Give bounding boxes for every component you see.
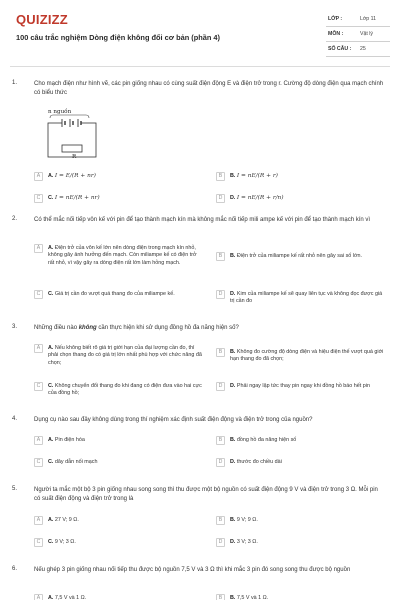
question-number: 1. — [12, 80, 18, 86]
option-letter-box: B — [216, 594, 225, 600]
question-5 — [0, 486, 400, 556]
option-letter-box: B — [216, 436, 225, 445]
option-letter-box: A — [34, 344, 43, 353]
option-text: đồng hồ đa năng hiện số — [236, 437, 297, 443]
option-key: B. — [230, 173, 236, 179]
option-text-wrap — [230, 437, 385, 444]
header-divider — [10, 66, 390, 67]
option-letter-box: C — [34, 458, 43, 467]
option-text-wrap — [48, 437, 203, 444]
option-letter-box: D — [216, 458, 225, 467]
question-number: 4. — [12, 416, 18, 422]
option-text-wrap — [230, 291, 385, 306]
option-text-wrap — [230, 517, 385, 524]
question-number: 6. — [12, 566, 18, 572]
option-key: D. — [230, 539, 236, 545]
option-letter-box: A — [34, 516, 43, 525]
question-3 — [0, 324, 400, 406]
option-letter-box: B — [216, 348, 225, 357]
option-key: B. — [230, 253, 236, 259]
option-text: I = nE/(R + r) — [236, 173, 278, 179]
option-text: Kim của miliampe kế sẽ quay liên tục và không đọc được giá trị cần đo — [230, 291, 383, 305]
meta-row-subject — [326, 27, 390, 42]
option-text: I = nE/(R + r/n) — [236, 195, 284, 201]
meta-table — [326, 12, 390, 57]
option-text: dây dẫn nối mạch — [54, 459, 98, 465]
option-text-wrap — [48, 517, 203, 524]
circuit-drawing — [46, 109, 116, 171]
option-letter-box: C — [34, 382, 43, 391]
question-list — [0, 74, 400, 600]
option-text: 7,5 V và 1 Ω. — [54, 595, 87, 600]
meta-row-count — [326, 42, 390, 57]
option-text: 9 V; 9 Ω. — [236, 517, 258, 523]
source-label: n nguồn — [48, 109, 72, 115]
resistor-label: R — [72, 154, 77, 160]
option-text: Nếu không biết rõ giá trị giới hạn của đại lượng cần đo, thì phải chọn thang đo có giá trị lớn nhất phù hợp với chức năng đã chọn; — [48, 345, 202, 366]
option-text: thước đo chiều dài — [236, 459, 282, 465]
option-text: 3 V; 3 Ω. — [236, 539, 258, 545]
option-text-wrap — [230, 539, 385, 546]
question-text: Nếu ghép 3 pin giống nhau nối tiếp thu được bộ nguồn 7,5 V và 3 Ω thì khi mắc 3 pin đó song song thu được bộ nguồn — [34, 567, 351, 573]
option-text: Phải ngay lập tức thay pin ngay khi đồng hồ báo hết pin — [236, 383, 370, 389]
meta-value: Lớp 11 — [360, 16, 376, 22]
question-number: 5. — [12, 486, 18, 492]
option-letter-box: B — [216, 516, 225, 525]
question-text — [34, 324, 384, 333]
option-key: C. — [48, 539, 54, 545]
option-key: A. — [48, 173, 54, 179]
option-text-wrap — [230, 173, 385, 180]
meta-row-grade — [326, 12, 390, 27]
option-text-wrap — [48, 595, 203, 600]
option-key: C. — [48, 195, 54, 201]
meta-label: SỐ CÂU : — [328, 46, 352, 52]
option-key: A. — [48, 245, 54, 251]
question-text: Cho mạch điện như hình vẽ, các pin giống nhau có cùng suất điện động E và điện trở trong r. Cường độ dòng điện qua mạch chính có biểu thức — [34, 81, 384, 96]
option-text-wrap — [230, 195, 385, 202]
quizizz-logo: QUIZIZZ — [16, 12, 68, 27]
question-text: Dụng cụ nào sau đây không dùng trong thí nghiệm xác định suất điện động và điện trở trong của nguồn? — [34, 417, 313, 423]
option-letter-box: D — [216, 290, 225, 299]
option-text: Giá trị cần đo vượt quá thang đo của miliampe kế. — [54, 291, 175, 297]
option-key: B. — [230, 437, 236, 443]
source-brace — [50, 115, 89, 118]
option-key: A. — [48, 345, 54, 351]
question-1 — [0, 80, 400, 212]
resistor — [62, 145, 82, 152]
option-text: 9 V; 3 Ω. — [54, 539, 76, 545]
circuit-diagram — [46, 109, 116, 171]
option-text-wrap — [230, 253, 385, 260]
option-text: 7,5 V và 1 Ω. — [236, 595, 269, 600]
question-text-part: Những điều nào — [34, 325, 79, 331]
question-6 — [0, 566, 400, 600]
page-header — [0, 0, 400, 62]
question-text: Người ta mắc một bộ 3 pin giống nhau song song thì thu được một bộ nguồn có suất điện động 9 V và điện trở trong 3 Ω. Mỗi pin có suất điện động và điện trở trong là — [34, 487, 378, 502]
option-letter-box: C — [34, 194, 43, 203]
option-letter-box: C — [34, 538, 43, 547]
question-2 — [0, 216, 400, 316]
option-letter-box: A — [34, 594, 43, 600]
option-text-wrap — [48, 173, 203, 180]
option-letter-box: B — [216, 252, 225, 261]
meta-label: MÔN : — [328, 31, 344, 37]
option-text: I = nE/(R + nr) — [54, 195, 100, 201]
option-key: C. — [48, 291, 54, 297]
option-key: D. — [230, 195, 236, 201]
option-text-wrap — [48, 291, 203, 298]
question-text-emphasis: không — [78, 325, 97, 331]
option-text: Không chuyển đổi thang đo khi đang có điện đưa vào hai cực của đồng hồ; — [48, 383, 202, 397]
option-text-wrap — [48, 459, 203, 466]
meta-label: LỚP : — [328, 16, 343, 22]
option-key: D. — [230, 459, 236, 465]
option-text-wrap — [48, 345, 203, 367]
option-text: 27 V; 9 Ω. — [54, 517, 79, 523]
option-letter-box: D — [216, 194, 225, 203]
option-key: B. — [230, 595, 236, 600]
option-text-wrap — [48, 383, 203, 398]
option-key: A. — [48, 437, 54, 443]
option-letter-box: A — [34, 244, 43, 253]
option-text: Pin điện hóa — [54, 437, 85, 443]
option-letter-box: D — [216, 382, 225, 391]
option-key: A. — [48, 517, 54, 523]
option-text: Điện trở của vôn kế lớn nên dòng điện trong mạch kín nhỏ, không gây ảnh hưởng đến mạch. Còn miliampe kế có điện trở rất nhỏ, vì vậy gây ra dòng điện rất lớn làm hỏng mạch. — [48, 245, 197, 266]
option-key: B. — [230, 517, 236, 523]
meta-value: 25 — [360, 46, 366, 52]
option-key: D. — [230, 291, 236, 297]
document-title: 100 câu trắc nghiệm Dòng điện không đổi cơ bản (phần 4) — [16, 33, 221, 42]
option-key: B. — [230, 349, 236, 355]
option-text-wrap — [230, 595, 385, 600]
option-letter-box: B — [216, 172, 225, 181]
option-key: D. — [230, 383, 236, 389]
option-text: Điện trở của miliampe kế rất nhỏ nên gây sai số lớn. — [236, 253, 363, 259]
question-4 — [0, 416, 400, 476]
option-letter-box: D — [216, 538, 225, 547]
option-text: Không đo cường độ dòng điện và hiệu điện thế vượt quá giới hạn thang đo đã chọn; — [230, 349, 384, 363]
option-text: I = E/(R + nr) — [54, 173, 96, 179]
option-text-wrap — [48, 195, 203, 202]
question-number: 2. — [12, 216, 18, 222]
option-key: A. — [48, 595, 54, 600]
option-text-wrap — [230, 459, 385, 466]
option-text-wrap — [48, 539, 203, 546]
option-key: C. — [48, 383, 54, 389]
option-letter-box: A — [34, 172, 43, 181]
question-text: Có thể mắc nối tiếp vôn kế với pin để tạo thành mạch kín mà không mắc nối tiếp mili ampe kế với pin để tạo thành mạch kín vì — [34, 217, 371, 223]
option-letter-box: A — [34, 436, 43, 445]
question-number: 3. — [12, 324, 18, 330]
option-letter-box: C — [34, 290, 43, 299]
option-text-wrap — [230, 349, 385, 364]
option-text-wrap — [48, 245, 203, 267]
option-text-wrap — [230, 383, 385, 390]
option-key: C. — [48, 459, 54, 465]
meta-value: Vật lý — [360, 31, 373, 37]
question-text-part: cần thực hiện khi sử dụng đồng hồ đa năng hiện số? — [96, 325, 239, 331]
